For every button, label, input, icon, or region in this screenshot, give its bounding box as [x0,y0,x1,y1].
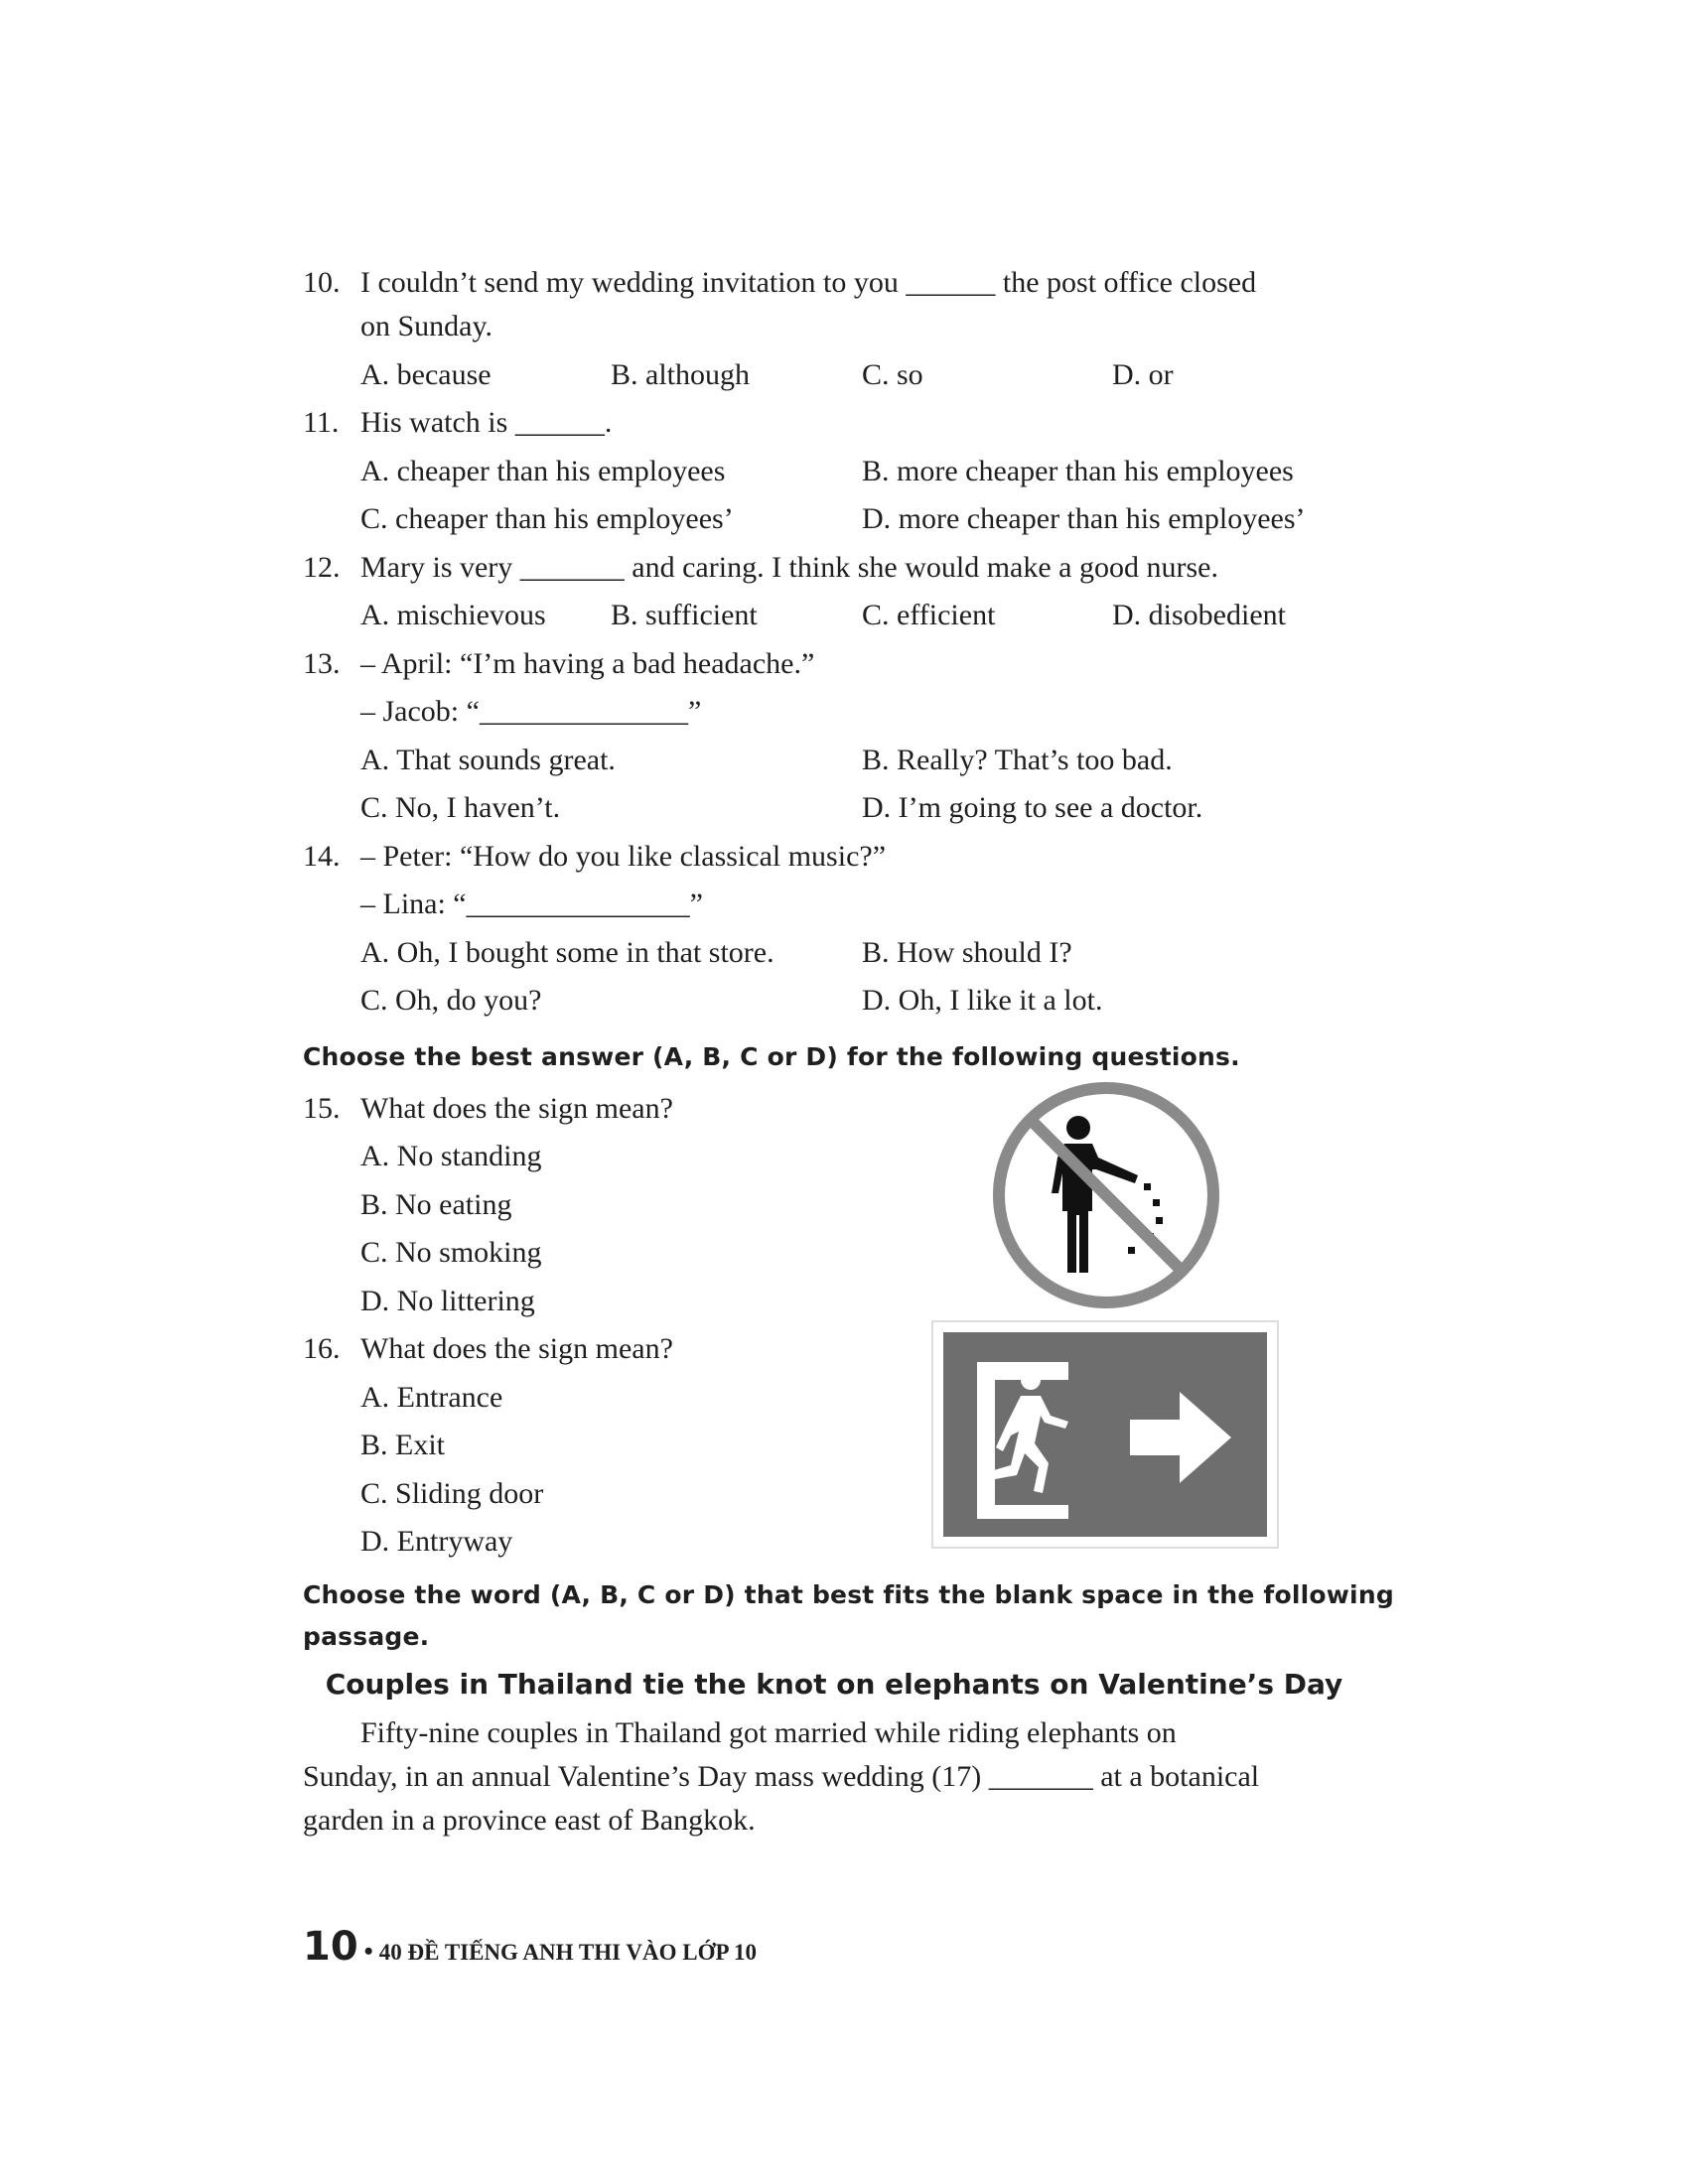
q13-option-a: A. That sounds great. [360,744,616,776]
q16-number: 16. [303,1332,341,1365]
q11-option-c: C. cheaper than his employees’ [360,502,734,535]
q10-option-c: C. so [862,358,923,391]
q13-text-line2: – Jacob: “______________” [360,695,702,728]
no-littering-sign-icon [989,1078,1223,1312]
section-heading-signs: Choose the best answer (A, B, C or D) for the following questions. [303,1042,1240,1071]
page-number: 10 [303,1924,358,1970]
q10-text-line1: I couldn’t send my wedding invitation to you ______ the post office closed [360,266,1257,299]
q14-text-line1: – Peter: “How do you like classical music?” [360,840,887,873]
q11-option-b: B. more cheaper than his employees [862,455,1294,487]
q14-number: 14. [303,840,341,873]
footer-bullet: • [363,1937,373,1966]
q14-option-d: D. Oh, I like it a lot. [862,984,1103,1017]
section-heading-passage-line1: Choose the word (A, B, C or D) that best fits the blank space in the following [303,1580,1394,1609]
passage-line1: Fifty-nine couples in Thailand got married while riding elephants on [360,1716,1177,1749]
q15-option-b: B. No eating [360,1188,512,1221]
q13-option-b: B. Really? That’s too bad. [862,744,1173,776]
q12-option-b: B. sufficient [611,599,758,631]
q10-number: 10. [303,266,341,299]
q10-option-d: D. or [1112,358,1174,391]
q11-text: His watch is ______. [360,406,613,439]
q15-number: 15. [303,1092,341,1125]
passage-line2: Sunday, in an annual Valentine’s Day mass wedding (17) _______ at a botanical [303,1760,1260,1793]
q12-option-d: D. disobedient [1112,599,1286,631]
q16-option-d: D. Entryway [360,1525,513,1558]
q11-option-d: D. more cheaper than his employees’ [862,502,1306,535]
book-title: 40 ĐỀ TIẾNG ANH THI VÀO LỚP 10 [378,1940,758,1965]
q13-number: 13. [303,647,341,680]
q14-option-c: C. Oh, do you? [360,984,542,1017]
q15-option-c: C. No smoking [360,1236,542,1269]
q10-option-b: B. although [611,358,750,391]
q14-text-line2: – Lina: “_______________” [360,887,703,920]
q13-text-line1: – April: “I’m having a bad headache.” [360,647,815,680]
q15-option-d: D. No littering [360,1285,535,1317]
q11-number: 11. [303,406,340,439]
q13-option-d: D. I’m going to see a doctor. [862,791,1203,824]
q16-option-b: B. Exit [360,1429,446,1461]
q16-text: What does the sign mean? [360,1332,673,1365]
q11-option-a: A. cheaper than his employees [360,455,726,487]
q16-option-a: A. Entrance [360,1381,503,1414]
q10-option-a: A. because [360,358,492,391]
q14-option-b: B. How should I? [862,936,1072,969]
q16-option-c: C. Sliding door [360,1477,544,1510]
q12-option-c: C. efficient [862,599,996,631]
q13-option-c: C. No, I haven’t. [360,791,561,824]
q15-text: What does the sign mean? [360,1092,673,1125]
q12-number: 12. [303,551,341,584]
q12-text: Mary is very _______ and caring. I think she would make a good nurse. [360,551,1218,584]
passage-title: Couples in Thailand tie the knot on elephants on Valentine’s Day [325,1668,1343,1701]
q14-option-a: A. Oh, I bought some in that store. [360,936,774,969]
page-footer [303,1924,757,1970]
passage-line3: garden in a province east of Bangkok. [303,1804,756,1837]
section-heading-passage-line2: passage. [303,1622,430,1651]
exit-sign-icon [931,1320,1279,1549]
q15-option-a: A. No standing [360,1140,542,1172]
q10-text-line2: on Sunday. [360,310,493,342]
q12-option-a: A. mischievous [360,599,546,631]
